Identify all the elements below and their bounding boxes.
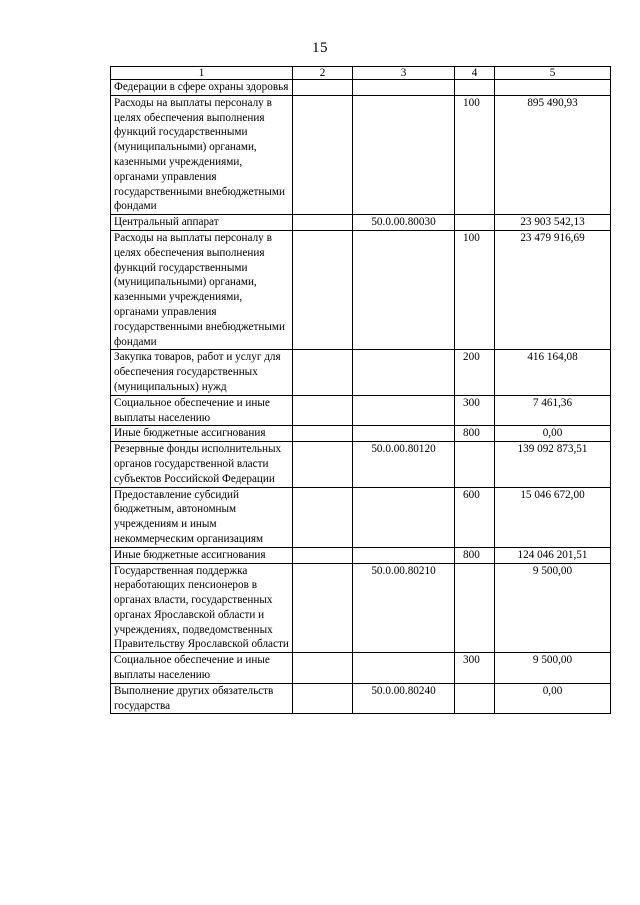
row-code-cell (353, 395, 455, 426)
row-code-cell (353, 80, 455, 96)
column-header: 4 (455, 67, 495, 80)
table-row (111, 95, 611, 214)
row-name-cell: Расходы на выплаты персоналу в целях обеспечения выполнения функций государственными (муниципальными) органами, казенными учреждениями, органами управления государственными внебюджетными фондами (111, 95, 293, 214)
row-name-cell: Расходы на выплаты персоналу в целях обеспечения выполнения функций государственными (муниципальными) органами, казенными учреждениями, органами управления государственными внебюджетными фондами (111, 230, 293, 349)
row-col2-cell (293, 442, 353, 487)
row-code-cell (353, 426, 455, 442)
row-code-cell: 50.0.00.80030 (353, 215, 455, 231)
row-amount-cell: 9 500,00 (495, 563, 611, 653)
row-type-cell: 200 (455, 350, 495, 395)
row-col2-cell (293, 426, 353, 442)
row-name-cell: Иные бюджетные ассигнования (111, 426, 293, 442)
row-amount-cell: 15 046 672,00 (495, 487, 611, 547)
row-code-cell: 50.0.00.80120 (353, 442, 455, 487)
table-row (111, 80, 611, 96)
row-name-cell: Иные бюджетные ассигнования (111, 547, 293, 563)
table-row (111, 683, 611, 714)
row-type-cell (455, 80, 495, 96)
row-col2-cell (293, 653, 353, 684)
row-name-cell: Государственная поддержка неработающих пенсионеров в органах власти, государственных органах Ярославской области и учреждениях, подведомственных Правительству Ярославской области (111, 563, 293, 653)
row-type-cell: 800 (455, 547, 495, 563)
row-amount-cell: 0,00 (495, 426, 611, 442)
table-row (111, 547, 611, 563)
column-header: 5 (495, 67, 611, 80)
row-amount-cell: 0,00 (495, 683, 611, 714)
row-name-cell: Выполнение других обязательств государства (111, 683, 293, 714)
row-name-cell: Центральный аппарат (111, 215, 293, 231)
table-row (111, 426, 611, 442)
row-code-cell (353, 95, 455, 214)
row-amount-cell: 23 479 916,69 (495, 230, 611, 349)
row-amount-cell (495, 80, 611, 96)
row-name-cell: Социальное обеспечение и иные выплаты населению (111, 395, 293, 426)
row-col2-cell (293, 230, 353, 349)
row-name-cell: Предоставление субсидий бюджетным, автономным учреждениям и иным некоммерческим организациям (111, 487, 293, 547)
row-code-cell: 50.0.00.80210 (353, 563, 455, 653)
row-code-cell (353, 487, 455, 547)
row-col2-cell (293, 95, 353, 214)
row-type-cell (455, 215, 495, 231)
row-col2-cell (293, 683, 353, 714)
row-name-cell: Резервные фонды исполнительных органов государственной власти субъектов Российской Федерации (111, 442, 293, 487)
row-col2-cell (293, 395, 353, 426)
row-name-cell: Федерации в сфере охраны здоровья (111, 80, 293, 96)
row-amount-cell: 895 490,93 (495, 95, 611, 214)
row-type-cell (455, 442, 495, 487)
row-col2-cell (293, 547, 353, 563)
row-type-cell: 300 (455, 395, 495, 426)
row-code-cell (353, 230, 455, 349)
row-col2-cell (293, 350, 353, 395)
row-name-cell: Социальное обеспечение и иные выплаты населению (111, 653, 293, 684)
row-code-cell (353, 653, 455, 684)
page-number: 15 (312, 40, 328, 56)
row-amount-cell: 7 461,36 (495, 395, 611, 426)
column-header: 3 (353, 67, 455, 80)
column-header: 2 (293, 67, 353, 80)
row-type-cell: 800 (455, 426, 495, 442)
row-amount-cell: 124 046 201,51 (495, 547, 611, 563)
row-type-cell: 300 (455, 653, 495, 684)
row-code-cell: 50.0.00.80240 (353, 683, 455, 714)
budget-table (110, 66, 611, 714)
row-code-cell (353, 350, 455, 395)
row-type-cell: 100 (455, 230, 495, 349)
table-row (111, 563, 611, 653)
row-amount-cell: 139 092 873,51 (495, 442, 611, 487)
row-type-cell (455, 683, 495, 714)
table-row (111, 215, 611, 231)
column-header: 1 (111, 67, 293, 80)
row-type-cell: 600 (455, 487, 495, 547)
row-col2-cell (293, 487, 353, 547)
row-type-cell (455, 563, 495, 653)
row-amount-cell: 23 903 542,13 (495, 215, 611, 231)
table-header-row (111, 67, 611, 80)
table-row (111, 487, 611, 547)
table-row (111, 230, 611, 349)
row-code-cell (353, 547, 455, 563)
row-name-cell: Закупка товаров, работ и услуг для обеспечения государственных (муниципальных) нужд (111, 350, 293, 395)
table-row (111, 653, 611, 684)
table-row (111, 350, 611, 395)
row-amount-cell: 9 500,00 (495, 653, 611, 684)
row-type-cell: 100 (455, 95, 495, 214)
row-col2-cell (293, 215, 353, 231)
row-amount-cell: 416 164,08 (495, 350, 611, 395)
row-col2-cell (293, 80, 353, 96)
row-col2-cell (293, 563, 353, 653)
table-row (111, 395, 611, 426)
table-row (111, 442, 611, 487)
